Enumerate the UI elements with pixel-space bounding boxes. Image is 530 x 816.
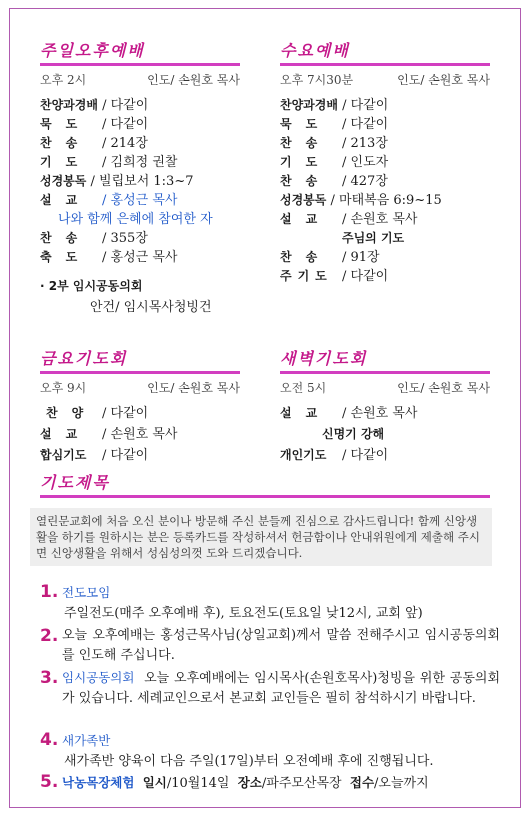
friday-prayer-time: 오후 9시 <box>40 381 87 395</box>
wednesday-order-row: 성경봉독 / 마태복음 6:9~15 <box>280 193 442 208</box>
sunday-service-section <box>40 40 240 317</box>
wednesday-order-row: 묵도 / 다같이 <box>280 117 389 132</box>
wednesday-order-row: 기도 / 인도자 <box>280 155 389 170</box>
wednesday-service-time: 오후 7시30분 <box>280 73 354 87</box>
sunday-service-info <box>40 70 240 90</box>
prayer-topics-rule <box>40 495 490 498</box>
sunday-service-leader: 인도/ 손원호 목사 <box>147 73 240 87</box>
dawn-order-list <box>280 404 490 467</box>
sunday-service-time: 오후 2시 <box>40 73 87 87</box>
sunday-order-row: 성경봉독 / 빌립보서 1:3~7 <box>40 174 194 189</box>
wednesday-service-section <box>280 40 490 286</box>
announcement-item: 2. 오늘 오후예배는 홍성근목사님(상일교회)께서 말씀 전해주시고 임시공동의회를 인도해 주십니다. <box>40 626 500 663</box>
announcement-item: 3. 임시공동의회 오늘 오후예배에는 임시목사(손원호목사)청빙을 위한 공동의회가 있습니다. 세례교인으로서 본교회 교인들은 필히 참석하시기 바랍니다. <box>40 668 501 706</box>
sunday-order-row: 축도 / 홍성근 목사 <box>40 250 178 265</box>
announcement-item: 5. 낙농목장체험 일시/10월14일 장소/파주모산목장 접수/오늘까지 <box>40 772 429 792</box>
wednesday-title-rule <box>280 63 490 66</box>
wednesday-order-row: 찬양과경배 / 다같이 <box>280 98 389 113</box>
dawn-prayer-section <box>280 348 490 467</box>
wednesday-order-row: 설교 / 손원호 목사 <box>280 212 418 227</box>
friday-title-rule <box>40 371 240 374</box>
sunday-order-row: 찬양과경배 / 다같이 <box>40 98 149 113</box>
dawn-prayer-info <box>280 378 490 398</box>
wednesday-order-row: 찬송 / 427장 <box>280 174 388 189</box>
dawn-sermon-title: 신명기 강해 <box>322 427 385 441</box>
sunday-order-row: 설교 / 홍성근 목사 <box>40 193 178 208</box>
friday-prayer-info <box>40 378 240 398</box>
dawn-prayer-leader: 인도/ 손원호 목사 <box>397 381 490 395</box>
dawn-title-rule <box>280 371 490 374</box>
friday-order-list <box>40 404 240 467</box>
sunday-sermon-title: 나와 함께 은혜에 참여한 자 <box>58 212 213 227</box>
friday-prayer-leader: 인도/ 손원호 목사 <box>147 381 240 395</box>
prayer-topics-section <box>40 472 490 498</box>
dawn-order-row: 개인기도 / 다같이 <box>280 448 389 463</box>
wednesday-order-row: 주기도 / 다같이 <box>280 269 389 284</box>
dawn-order-row: 설교 / 손원호 목사 <box>280 406 418 421</box>
sunday-part2-label: · 2부 임시공동의회 <box>40 279 143 293</box>
sunday-order-list <box>40 96 240 267</box>
friday-order-row: 합심기도 / 다같이 <box>40 448 149 463</box>
dawn-prayer-title: 새벽기도회 <box>280 349 368 368</box>
friday-order-row: 설교 / 손원호 목사 <box>40 427 178 442</box>
announcement-item: 1. 전도모임 주일전도(매주 오후예배 후), 토요전도(토요일 낮12시, 교회 앞) <box>40 582 423 621</box>
wednesday-order-row: 찬송 / 91장 <box>280 250 380 265</box>
sunday-service-title: 주일오후예배 <box>40 41 145 60</box>
wednesday-service-info <box>280 70 490 90</box>
sunday-order-row: 묵도 / 다같이 <box>40 117 149 132</box>
wednesday-sermon-title: 주님의 기도 <box>342 231 405 245</box>
sunday-order-row: 기도 / 김희정 권찰 <box>40 155 178 170</box>
wednesday-service-title: 수요예배 <box>280 41 350 60</box>
friday-order-row: 찬양 / 다같이 <box>46 406 149 421</box>
friday-prayer-title: 금요기도회 <box>40 349 128 368</box>
wednesday-order-row: 찬송 / 213장 <box>280 136 388 151</box>
prayer-topics-title: 기도제목 <box>40 473 110 492</box>
announcement-item: 4. 새가족반 새가족반 양육이 다음 주일(17일)부터 오전예배 후에 진행됩니다. <box>40 730 434 769</box>
welcome-notice: 열린문교회에 처음 오신 분이나 방문해 주신 분들께 진심으로 감사드립니다! 함께 신앙생활을 하기를 원하시는 분은 등록카드를 작성하셔서 헌금함이나 안내위원에게 제출해 주시면 신앙생활을 위해서 성심성의껏 도와 드리겠습니다. <box>30 508 492 566</box>
wednesday-order-list <box>280 96 490 286</box>
sunday-part2-detail: 안건/ 임시목사청빙건 <box>90 300 212 315</box>
dawn-prayer-time: 오전 5시 <box>280 381 327 395</box>
sunday-order-row: 찬송 / 355장 <box>40 231 148 246</box>
sunday-title-rule <box>40 63 240 66</box>
wednesday-service-leader: 인도/ 손원호 목사 <box>397 73 490 87</box>
friday-prayer-section <box>40 348 240 467</box>
sunday-order-row: 찬송 / 214장 <box>40 136 148 151</box>
